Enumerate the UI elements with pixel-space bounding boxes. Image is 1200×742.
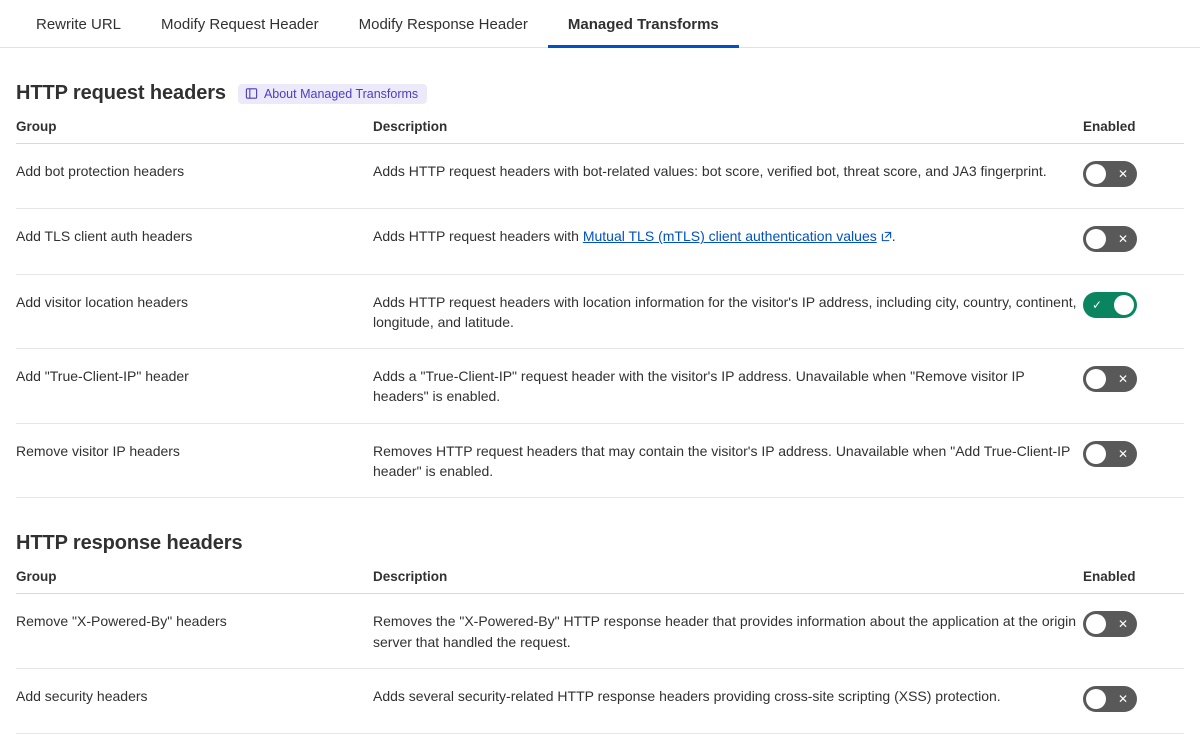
row-description: Removes HTTP request headers that may contain the visitor's IP address. Unavailable when "Add True-Client-IP header" is enabled. xyxy=(373,423,1083,498)
tab-bar xyxy=(0,0,1200,48)
table-row xyxy=(16,274,1184,349)
toggle-remove-x-powered-by-headers[interactable] xyxy=(1083,611,1137,637)
row-enabled-cell xyxy=(1083,349,1184,424)
table-row xyxy=(16,668,1184,733)
book-icon xyxy=(245,87,258,100)
row-enabled-cell xyxy=(1083,668,1184,733)
mtls-client-auth-link[interactable]: Mutual TLS (mTLS) client authentication values xyxy=(582,228,877,245)
row-enabled-cell xyxy=(1083,423,1184,498)
row-description: Adds HTTP request headers with bot-related values: bot score, verified bot, threat score, and JA3 fingerprint. xyxy=(373,144,1083,209)
column-header-enabled: Enabled xyxy=(1083,569,1184,594)
table-header-row xyxy=(16,569,1184,594)
table-row xyxy=(16,209,1184,274)
about-pill-label: About Managed Transforms xyxy=(263,86,419,101)
row-group-label: Remove "X-Powered-By" headers xyxy=(16,594,373,669)
column-header-group: Group xyxy=(16,119,373,144)
table-row xyxy=(16,349,1184,424)
row-group-label: Add security headers xyxy=(16,668,373,733)
toggle-knob xyxy=(1086,164,1106,184)
http-response-headers-section xyxy=(0,532,1200,734)
tab-rewrite-url[interactable]: Rewrite URL xyxy=(36,16,122,33)
row-group-label: Add "True-Client-IP" header xyxy=(16,349,373,424)
toggle-knob xyxy=(1114,295,1134,315)
toggle-mark: ✕ xyxy=(1117,372,1128,387)
toggle-remove-visitor-ip-headers[interactable] xyxy=(1083,441,1137,467)
toggle-knob xyxy=(1086,614,1106,634)
toggle-knob xyxy=(1086,444,1106,464)
toggle-add-tls-client-auth-headers[interactable] xyxy=(1083,226,1137,252)
http-request-headers-section xyxy=(0,82,1200,498)
toggle-mark: ✕ xyxy=(1117,232,1128,247)
table-header-row xyxy=(16,119,1184,144)
row-group-label: Add TLS client auth headers xyxy=(16,209,373,274)
description-text-pre: Adds HTTP request headers with xyxy=(373,228,583,245)
external-link-icon xyxy=(881,227,892,238)
row-enabled-cell xyxy=(1083,594,1184,669)
row-description: Adds HTTP request headers with location information for the visitor's IP address, including city, country, continent, longitude, and latitude. xyxy=(373,274,1083,349)
tab-modify-response-header[interactable]: Modify Response Header xyxy=(358,16,528,33)
toggle-mark: ✕ xyxy=(1117,691,1128,706)
column-header-group: Group xyxy=(16,569,373,594)
toggle-mark: ✕ xyxy=(1117,617,1128,632)
about-managed-transforms-link[interactable] xyxy=(238,84,427,104)
toggle-add-visitor-location-headers[interactable] xyxy=(1083,292,1137,318)
toggle-mark: ✓ xyxy=(1092,297,1103,312)
response-headers-table xyxy=(16,569,1184,734)
row-enabled-cell xyxy=(1083,144,1184,209)
response-section-header xyxy=(16,532,1184,555)
tab-managed-transforms[interactable]: Managed Transforms xyxy=(548,17,739,48)
row-group-label: Remove visitor IP headers xyxy=(16,423,373,498)
column-header-description: Description xyxy=(373,569,1083,594)
column-header-enabled: Enabled xyxy=(1083,119,1184,144)
toggle-add-bot-protection-headers[interactable] xyxy=(1083,161,1137,187)
row-group-label: Add visitor location headers xyxy=(16,274,373,349)
toggle-knob xyxy=(1086,689,1106,709)
toggle-mark: ✕ xyxy=(1117,446,1128,461)
request-headers-table xyxy=(16,119,1184,498)
table-row xyxy=(16,144,1184,209)
table-row xyxy=(16,594,1184,669)
tab-modify-request-header[interactable]: Modify Request Header xyxy=(161,16,319,33)
row-enabled-cell xyxy=(1083,274,1184,349)
row-group-label: Add bot protection headers xyxy=(16,144,373,209)
toggle-mark: ✕ xyxy=(1117,167,1128,181)
row-description: Adds a "True-Client-IP" request header with the visitor's IP address. Unavailable when "Remove visitor IP headers" is enabled. xyxy=(373,349,1083,424)
row-description: Adds several security-related HTTP response headers providing cross-site scripting (XSS) protection. xyxy=(373,668,1083,733)
toggle-add-security-headers[interactable] xyxy=(1083,686,1137,712)
description-text-post: . xyxy=(891,228,896,245)
table-row xyxy=(16,423,1184,498)
row-description xyxy=(373,209,1083,274)
column-header-description: Description xyxy=(373,119,1083,144)
row-enabled-cell xyxy=(1083,209,1184,274)
toggle-add-true-client-ip-header[interactable] xyxy=(1083,366,1137,392)
row-description: Removes the "X-Powered-By" HTTP response header that provides information about the application at the origin server that handled the request. xyxy=(373,594,1083,669)
toggle-knob xyxy=(1086,369,1106,389)
response-section-title: HTTP response headers xyxy=(16,532,243,555)
page-title: HTTP request headers xyxy=(16,82,226,104)
toggle-knob xyxy=(1086,229,1106,249)
request-section-header xyxy=(16,82,1184,105)
